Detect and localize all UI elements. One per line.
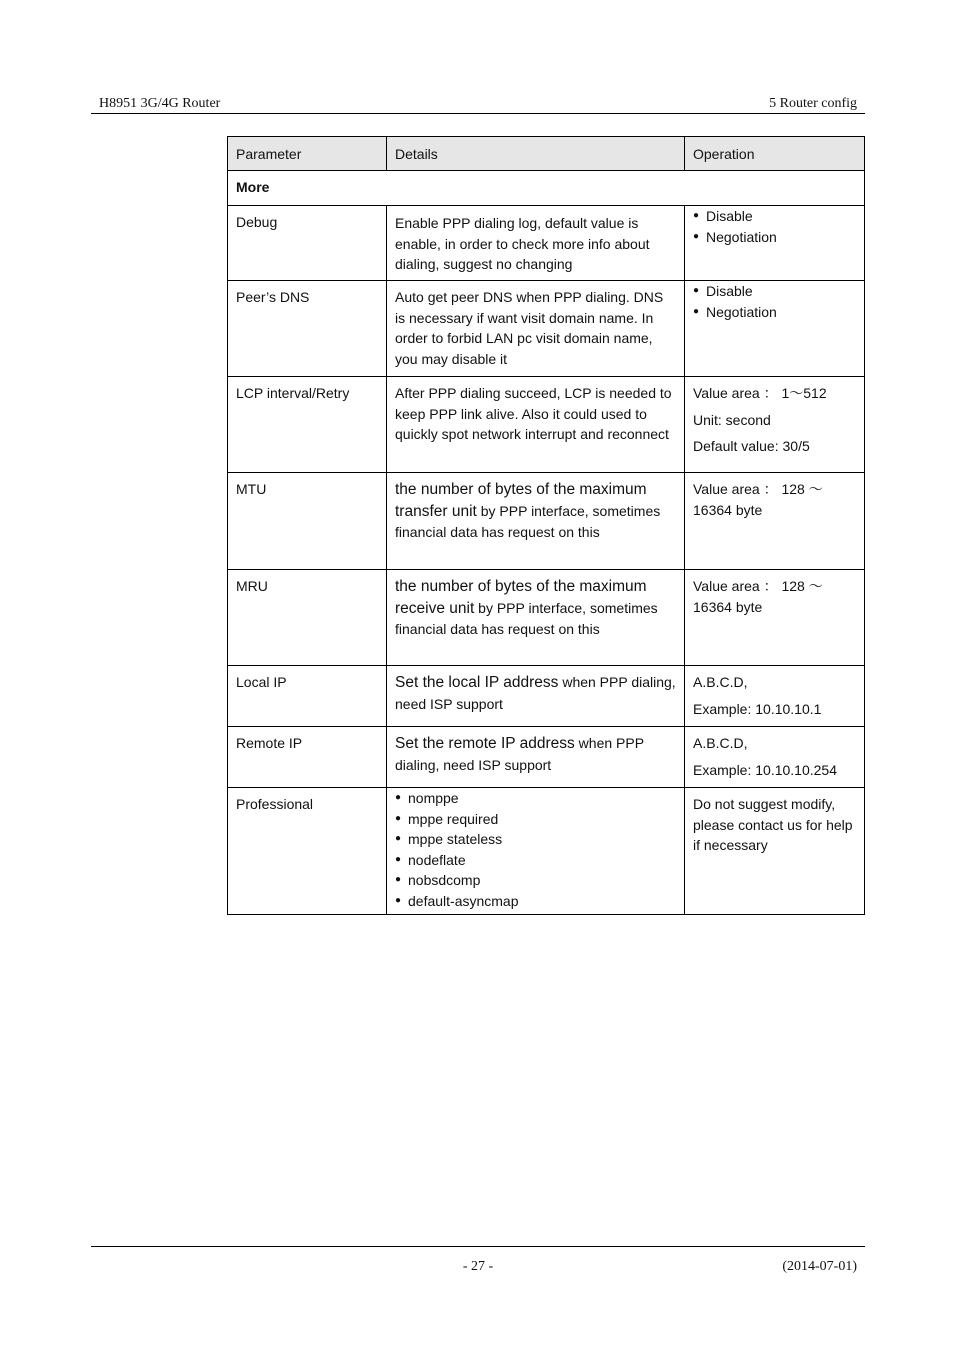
list-item: ● Disable bbox=[693, 206, 856, 227]
param-name: Remote IP bbox=[228, 727, 387, 788]
column-header-parameter: Parameter bbox=[228, 137, 387, 171]
option-list bbox=[693, 281, 856, 322]
section-title: More bbox=[228, 171, 865, 206]
param-details bbox=[387, 666, 685, 727]
table-row bbox=[228, 570, 865, 666]
list-item: ● mppe required bbox=[395, 809, 676, 830]
operation-line: Value area ： 1～512 bbox=[693, 385, 827, 401]
page-footer bbox=[91, 1246, 865, 1274]
list-item: ● Negotiation bbox=[693, 227, 856, 248]
param-details: After PPP dialing succeed, LCP is needed to keep PPP link alive. Also it could used to quickly spot network interrupt and reconnect bbox=[387, 377, 685, 473]
details-rest: when PPP dialing, need ISP support bbox=[395, 735, 644, 773]
param-operation bbox=[685, 727, 865, 788]
section-row bbox=[228, 171, 865, 206]
details-lead: Set the local IP address bbox=[395, 674, 559, 691]
column-header-operation: Operation bbox=[685, 137, 865, 171]
details-rest: by PPP interface, sometimes financial data has request on this bbox=[395, 599, 658, 638]
table-row bbox=[228, 727, 865, 788]
param-details bbox=[387, 473, 685, 570]
details-rest: when PPP dialing, need ISP support bbox=[395, 674, 676, 712]
operation-line: Default value: 30/5 bbox=[693, 438, 810, 455]
param-operation bbox=[685, 377, 865, 473]
footer-date: (2014-07-01) bbox=[782, 1259, 857, 1274]
param-operation bbox=[685, 281, 865, 377]
header-chapter: 5 Router config bbox=[769, 96, 857, 111]
details-lead: the number of bytes of the maximum receive unit bbox=[395, 578, 647, 617]
list-item: ● nodeflate bbox=[395, 850, 676, 871]
table-row bbox=[228, 281, 865, 377]
param-name: LCP interval/Retry bbox=[228, 377, 387, 473]
details-rest: by PPP interface, sometimes financial data has request on this bbox=[395, 502, 661, 541]
param-details bbox=[387, 788, 685, 915]
param-details bbox=[387, 727, 685, 788]
table-row bbox=[228, 206, 865, 281]
param-operation: Do not suggest modify, please contact us for help if necessary bbox=[685, 788, 865, 915]
param-details: Auto get peer DNS when PPP dialing. DNS is necessary if want visit domain name. In order to forbid LAN pc visit domain name, you may disable it bbox=[387, 281, 685, 377]
list-item: ● default-asyncmap bbox=[395, 891, 676, 912]
header-title: H8951 3G/4G Router bbox=[99, 96, 221, 111]
param-operation bbox=[685, 206, 865, 281]
operation-line: A.B.C.D, bbox=[693, 674, 748, 690]
operation-line: Example: 10.10.10.254 bbox=[693, 761, 837, 778]
table-row bbox=[228, 788, 865, 915]
param-details: Enable PPP dialing log, default value is enable, in order to check more info about dialing, suggest no changing bbox=[387, 206, 685, 281]
table-header-row bbox=[228, 137, 865, 171]
details-lead: the number of bytes of the maximum transfer unit bbox=[395, 481, 647, 520]
operation-line: A.B.C.D, bbox=[693, 735, 748, 751]
param-name: Debug bbox=[228, 206, 387, 281]
param-name: Local IP bbox=[228, 666, 387, 727]
page-number: - 27 - bbox=[462, 1259, 494, 1274]
param-name: MTU bbox=[228, 473, 387, 570]
parameter-table bbox=[227, 136, 865, 915]
list-item: ● mppe stateless bbox=[395, 829, 676, 850]
column-header-details: Details bbox=[387, 137, 685, 171]
list-item: ● Negotiation bbox=[693, 302, 856, 323]
param-name: MRU bbox=[228, 570, 387, 666]
param-operation bbox=[685, 666, 865, 727]
param-operation: Value area ： 128 ～ 16364 byte bbox=[685, 473, 865, 570]
operation-line: Unit: second bbox=[693, 411, 771, 428]
list-item: ● Disable bbox=[693, 281, 856, 302]
page-header bbox=[91, 95, 865, 114]
param-name: Peer’s DNS bbox=[228, 281, 387, 377]
table-row bbox=[228, 377, 865, 473]
list-item: ● nomppe bbox=[395, 788, 676, 809]
operation-line: Example: 10.10.10.1 bbox=[693, 700, 822, 717]
param-details bbox=[387, 570, 685, 666]
table-row bbox=[228, 666, 865, 727]
details-lead: Set the remote IP address bbox=[395, 735, 575, 752]
option-list bbox=[395, 788, 676, 912]
table-row bbox=[228, 473, 865, 570]
param-operation: Value area ： 128 ～ 16364 byte bbox=[685, 570, 865, 666]
param-name: Professional bbox=[228, 788, 387, 915]
option-list bbox=[693, 206, 856, 247]
list-item: ● nobsdcomp bbox=[395, 870, 676, 891]
